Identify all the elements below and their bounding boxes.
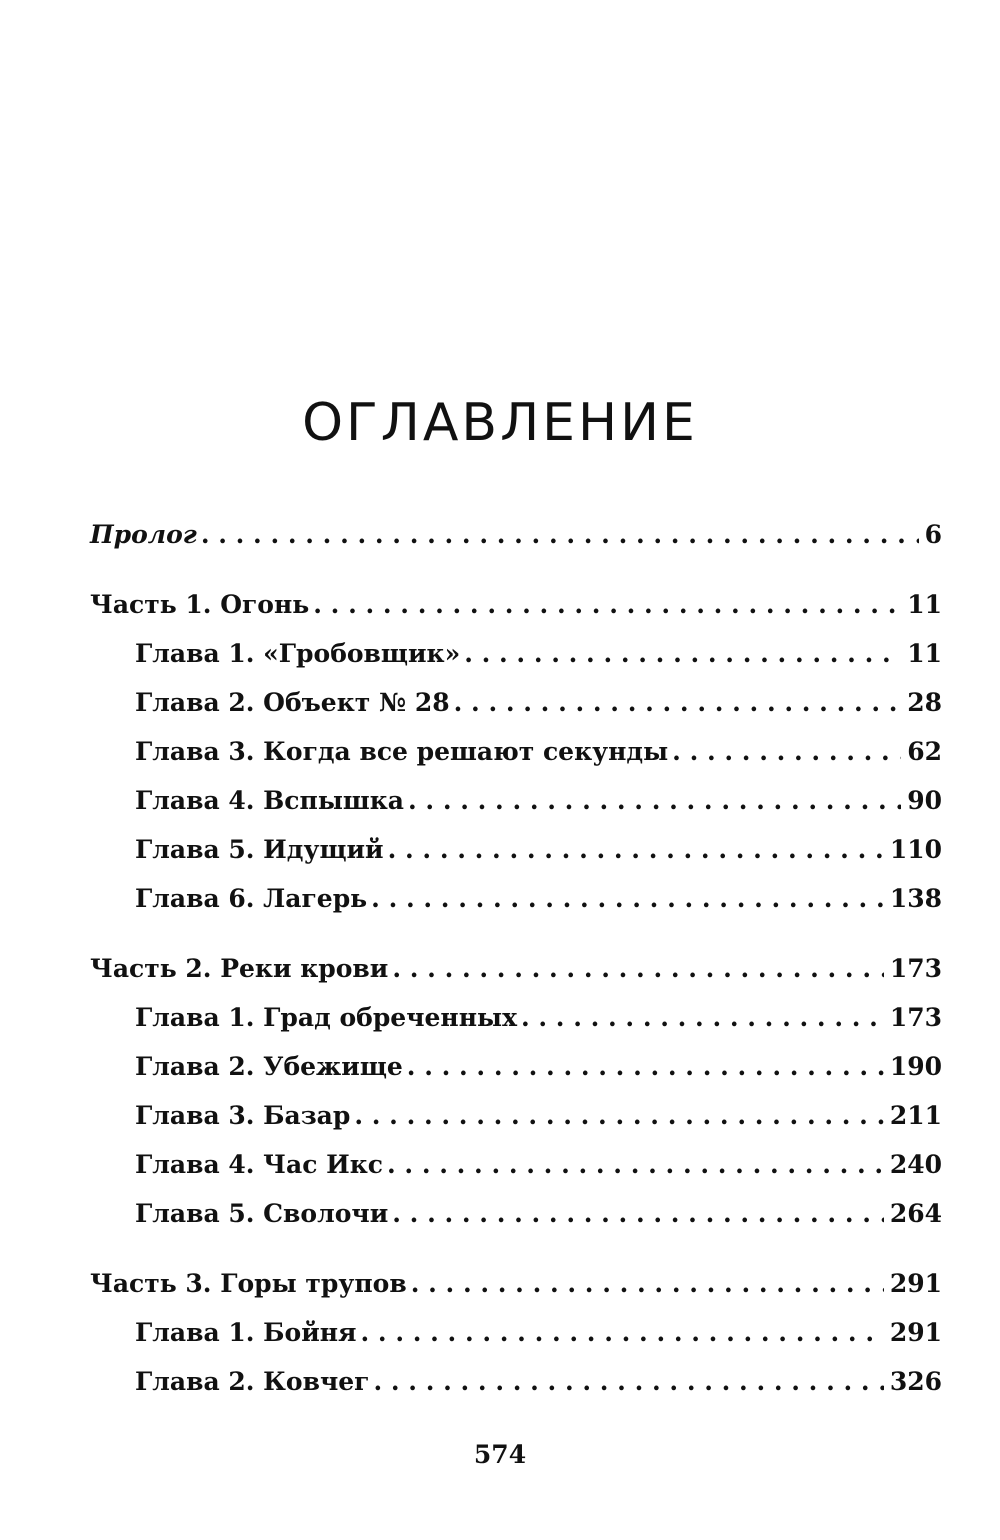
dot-leader: [392, 1197, 884, 1231]
dot-leader: [361, 1316, 884, 1350]
toc-entry-label: Часть 2. Реки крови: [90, 954, 389, 983]
page-number: 574: [473, 1440, 527, 1469]
toc-entry-label: Пролог: [90, 520, 197, 549]
toc-entry-page: 90: [907, 786, 942, 815]
toc-entry-page: 240: [889, 1150, 942, 1179]
toc-entry-label: Глава 2. Объект № 28: [135, 688, 450, 717]
toc-entry-label: Глава 2. Убежище: [135, 1052, 403, 1081]
toc-entry-page: 264: [889, 1199, 942, 1228]
dot-leader: [408, 784, 901, 818]
toc-entry-label: Глава 3. Когда все решают секунды: [135, 737, 669, 766]
toc-entry-page: 211: [889, 1101, 942, 1130]
toc-entry-label: Глава 4. Час Икс: [135, 1150, 384, 1179]
toc-entry-page: 190: [889, 1052, 942, 1081]
dot-leader: [388, 833, 884, 867]
dot-leader: [521, 1001, 884, 1035]
toc-entry-chapter: [135, 637, 942, 671]
toc-entry-chapter: [135, 882, 942, 916]
toc-entry-chapter: [135, 735, 942, 769]
toc-entry-label: Глава 1. Град обреченных: [135, 1003, 517, 1032]
toc-entry-page: 6: [924, 520, 942, 549]
dot-leader: [672, 735, 901, 769]
toc-entry-chapter: [135, 784, 942, 818]
toc-entry-page: 138: [889, 884, 942, 913]
toc-entry-chapter: [135, 833, 942, 867]
toc-entry-chapter: [135, 1197, 942, 1231]
toc-entry-page: 173: [889, 954, 942, 983]
toc-entry-page: 11: [907, 639, 942, 668]
toc-entry-prologue: [90, 518, 942, 552]
dot-leader: [371, 882, 884, 916]
toc-entry-part-1: [90, 588, 942, 622]
toc-entry-label: Глава 1. «Гробовщик»: [135, 639, 461, 668]
toc-entry-label: Глава 5. Сволочи: [135, 1199, 389, 1228]
toc-entry-chapter: [135, 686, 942, 720]
toc-entry-label: Часть 3. Горы трупов: [90, 1269, 407, 1298]
toc-entry-page: 326: [889, 1367, 942, 1396]
toc-entry-page: 110: [889, 835, 942, 864]
toc-entry-label: Глава 5. Идущий: [135, 835, 384, 864]
toc-entry-chapter: [135, 1365, 942, 1399]
toc-entry-chapter: [135, 1316, 942, 1350]
toc-entry-chapter: [135, 1050, 942, 1084]
dot-leader: [407, 1050, 884, 1084]
toc-entry-chapter: [135, 1001, 942, 1035]
toc-entry-page: 11: [907, 590, 942, 619]
toc-entry-chapter: [135, 1099, 942, 1133]
dot-leader: [387, 1148, 884, 1182]
toc-entry-page: 62: [907, 737, 942, 766]
toc-entry-label: Глава 2. Ковчег: [135, 1367, 370, 1396]
dot-leader: [373, 1365, 883, 1399]
dot-leader: [313, 588, 901, 622]
page-title: ОГЛАВЛЕНИЕ: [302, 392, 698, 453]
toc-entry-page: 291: [889, 1269, 942, 1298]
toc-entry-page: 173: [889, 1003, 942, 1032]
toc-entry-part-3: [90, 1267, 942, 1301]
dot-leader: [201, 518, 919, 552]
toc-entry-page: 291: [889, 1318, 942, 1347]
dot-leader: [464, 637, 901, 671]
toc-entry-label: Часть 1. Огонь: [90, 590, 310, 619]
toc-entry-part-2: [90, 952, 942, 986]
toc-entry-label: Глава 1. Бойня: [135, 1318, 357, 1347]
toc-entry-chapter: [135, 1148, 942, 1182]
toc-entry-label: Глава 4. Вспышка: [135, 786, 404, 815]
dot-leader: [392, 952, 883, 986]
dot-leader: [411, 1267, 884, 1301]
toc-entry-page: 28: [907, 688, 942, 717]
dot-leader: [454, 686, 902, 720]
toc-entry-label: Глава 6. Лагерь: [135, 884, 368, 913]
dot-leader: [354, 1099, 883, 1133]
toc-entry-label: Глава 3. Базар: [135, 1101, 351, 1130]
